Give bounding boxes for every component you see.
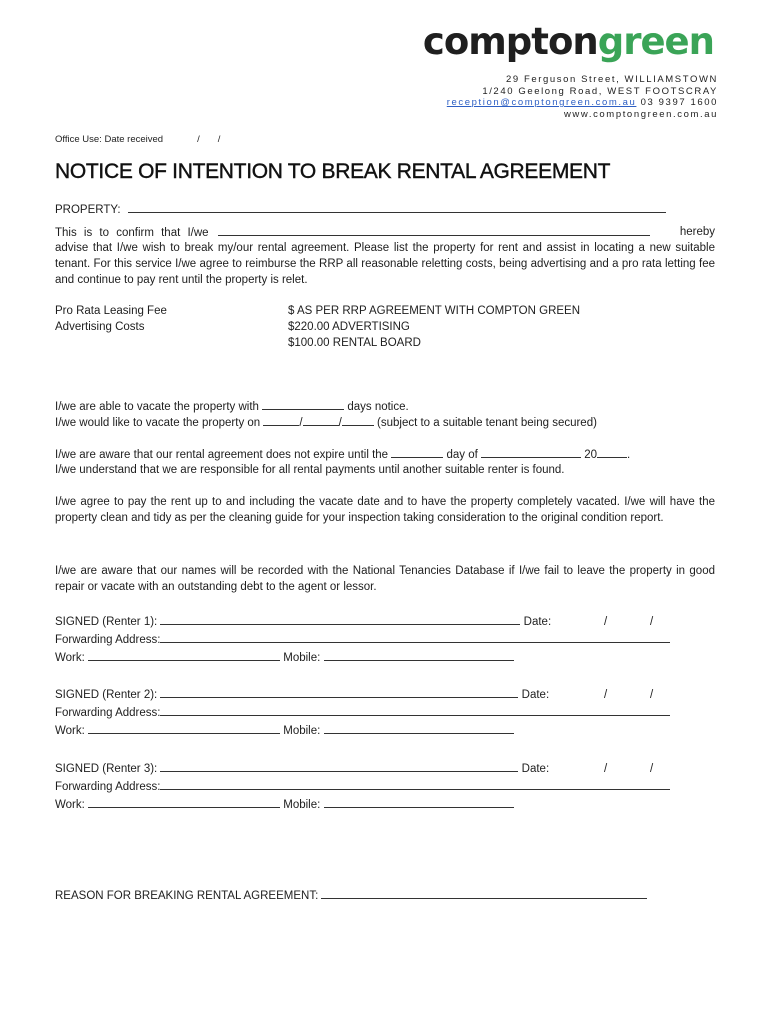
date-slash-1: / [197,134,200,145]
phone-row [55,796,670,814]
office-use-date [55,134,220,145]
database-paragraph: I/we are aware that our names will be recorded with the National Tenancies Database if I/we fail to leave the property in good repair or vacate with an outstanding debt to the agent or lessor. [55,565,715,593]
expiry-day-of: day of [446,449,478,461]
vacate-date-row [55,414,597,431]
forwarding-label: Forwarding Address: [55,781,161,793]
office-use-label: Office Use: Date received [55,134,164,145]
forwarding-address-line[interactable] [160,704,670,716]
forwarding-row [55,704,670,722]
vacate-notice-suffix: days notice. [347,401,409,413]
vacate-slash: / [338,417,342,429]
signature-row [55,760,670,778]
forwarding-label: Forwarding Address: [55,707,161,719]
phone-row [55,722,670,740]
email-link[interactable]: reception@comptongreen.com.au [446,97,637,108]
confirm-row [55,224,715,241]
renter-1-block [55,613,670,667]
reason-row [55,887,647,904]
fee-value: $ AS PER RRP AGREEMENT WITH COMPTON GREEN [288,305,581,317]
expiry-responsibility: I/we understand that we are responsible for all rental payments until another suitable renter is found. [55,464,565,476]
phone-number: 03 9397 1600 [640,97,718,108]
renter-3-block [55,760,670,814]
expiry-row [55,446,630,463]
property-label: PROPERTY: [55,204,121,216]
mobile-phone-line[interactable] [324,796,514,808]
forwarding-address-line[interactable] [160,631,670,643]
vacate-notice-row [55,398,409,415]
date-slash: / [604,616,608,628]
property-input-line[interactable] [128,201,666,213]
contact-line [447,97,718,109]
address-line-2: 1/240 Geelong Road, WEST FOOTSCRAY [482,85,718,97]
vacate-clean-paragraph: I/we agree to pay the rent up to and including the vacate date and to have the property completely vacated. I/we will have the property clean and tidy as per the cleaning guide for your inspection taking consideration to the original condition report. [55,496,715,524]
date-slash: / [650,689,654,701]
signature-row [55,686,670,704]
logo-text-green: green [597,20,714,63]
website: www.comptongreen.com.au [563,108,718,120]
signature-row [55,613,670,631]
vacate-date-text: I/we would like to vacate the property on [55,417,261,429]
mobile-phone-line[interactable] [324,722,514,734]
work-label: Work: [55,652,85,664]
expiry-text: I/we are aware that our rental agreement does not expire until the [55,449,389,461]
company-logo [423,20,714,64]
company-address-block [447,74,718,120]
confirm-suffix: hereby [679,226,715,238]
forwarding-label: Forwarding Address: [55,634,161,646]
date-slash-2: / [217,134,221,145]
vacate-year-line[interactable] [342,414,374,426]
work-phone-line[interactable] [88,796,280,808]
forwarding-row [55,778,670,796]
fee-label: Pro Rata Leasing Fee [55,305,167,317]
notice-days-line[interactable] [262,398,344,410]
vacate-slash: / [299,417,303,429]
fee-value: $100.00 RENTAL BOARD [288,337,421,349]
signed-label: SIGNED (Renter 3): [55,763,158,775]
reason-label: REASON FOR BREAKING RENTAL AGREEMENT: [55,890,319,902]
logo-text-compton: compton [422,20,598,63]
confirm-body: advise that I/we wish to break my/our rental agreement. Please list the property for rent and assist in locating a new suitable tenant. For this service I/we agree to reimburse the RRP all reasonable reletting costs, being advertising and a pro rata letting fee and continue to pay rent until the property is relet. [55,242,715,286]
confirm-prefix: This is to confirm that I/we [55,227,209,239]
signature-line[interactable] [160,613,520,625]
work-label: Work: [55,725,85,737]
mobile-label: Mobile: [283,725,321,737]
property-row [55,201,666,218]
signed-label: SIGNED (Renter 1): [55,616,158,628]
signature-line[interactable] [160,760,518,772]
expiry-year-prefix: 20 [584,449,597,461]
address-line-1: 29 Ferguson Street, WILLIAMSTOWN [505,74,718,85]
fee-label: Advertising Costs [55,321,145,333]
fee-value: $220.00 ADVERTISING [288,321,410,333]
tenant-names-line[interactable] [218,224,650,236]
expiry-period: . [627,449,631,461]
mobile-label: Mobile: [283,799,321,811]
date-slash: / [650,763,654,775]
date-slash: / [604,763,608,775]
expiry-day-line[interactable] [391,446,443,458]
date-slash: / [604,689,608,701]
renter-2-block [55,686,670,740]
date-label: Date: [521,689,550,701]
date-slash: / [650,616,654,628]
expiry-month-line[interactable] [481,446,581,458]
forwarding-row [55,631,670,649]
signature-line[interactable] [160,686,518,698]
work-label: Work: [55,799,85,811]
signed-label: SIGNED (Renter 2): [55,689,158,701]
forwarding-address-line[interactable] [160,778,670,790]
reason-input-line[interactable] [321,887,647,899]
work-phone-line[interactable] [88,649,280,661]
mobile-label: Mobile: [283,652,321,664]
vacate-notice-text: I/we are able to vacate the property with [55,401,259,413]
mobile-phone-line[interactable] [324,649,514,661]
vacate-month-line[interactable] [303,414,339,426]
date-label: Date: [523,616,552,628]
page-title: NOTICE OF INTENTION TO BREAK RENTAL AGREEMENT [55,160,611,183]
phone-row [55,649,670,667]
vacate-day-line[interactable] [263,414,299,426]
vacate-date-note: (subject to a suitable tenant being secured) [377,417,597,429]
date-label: Date: [521,763,550,775]
work-phone-line[interactable] [88,722,280,734]
expiry-year-line[interactable] [597,446,627,458]
